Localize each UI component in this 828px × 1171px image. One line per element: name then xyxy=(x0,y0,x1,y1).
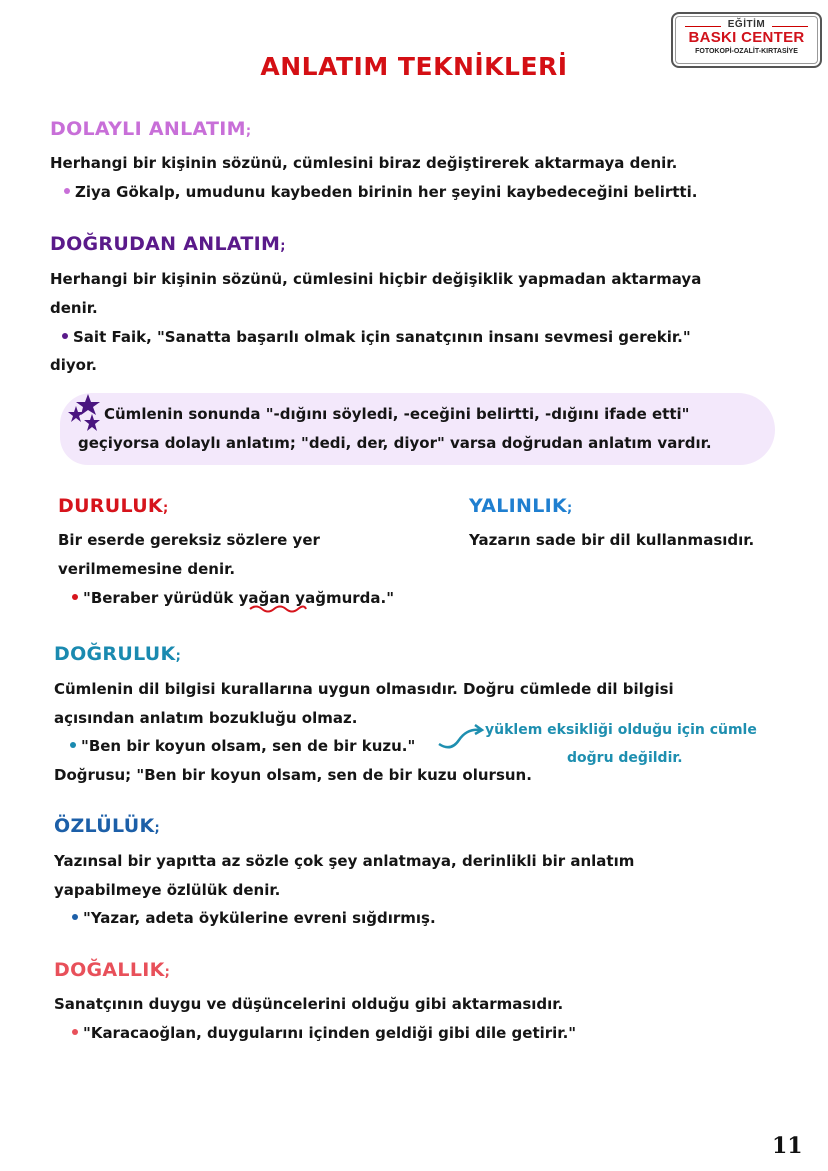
ozluluk-definition-line-1: Yazınsal bir yapıtta az sözle çok şey anlatmaya, derinlikli bir anlatım xyxy=(54,852,635,870)
heading-duruluk xyxy=(58,495,168,517)
heading-dogruluk xyxy=(54,643,181,665)
dogruluk-correct-form: Doğrusu; "Ben bir koyun olsam, sen de bir kuzu olursun. xyxy=(54,766,532,784)
heading-text: YALINLIK xyxy=(469,495,568,517)
page-title: ANLATIM TEKNİKLERİ xyxy=(260,52,568,81)
dogrudan-example-line-2: diyor. xyxy=(50,356,97,374)
example-text-pre: "Beraber yürüdük xyxy=(83,589,239,607)
heading-ozluluk xyxy=(54,815,160,837)
heading-suffix: ; xyxy=(280,239,286,254)
heading-suffix: ; xyxy=(164,965,171,980)
dogruluk-example xyxy=(70,733,415,759)
bullet-icon xyxy=(72,914,78,920)
yalinlik-definition: Yazarın sade bir dil kullanmasıdır. xyxy=(469,531,755,549)
heading-text: DOĞRULUK xyxy=(54,643,176,665)
heading-suffix: ; xyxy=(162,501,169,516)
example-text-post: yağmurda." xyxy=(290,589,395,607)
example-text: Ziya Gökalp, umudunu kaybeden birinin her şeyini kaybedeceğini belirtti. xyxy=(75,183,698,201)
bullet-icon xyxy=(64,188,70,194)
heading-suffix: ; xyxy=(245,124,252,139)
duruluk-definition-line-2: verilmemesine denir. xyxy=(58,560,236,578)
heading-text: DOLAYLI ANLATIM xyxy=(50,118,246,140)
dolayli-example xyxy=(64,179,697,205)
duruluk-definition-line-1: Bir eserde gereksiz sözlere yer xyxy=(58,531,320,549)
heading-text: DOĞALLIK xyxy=(54,959,165,981)
note-line-1: Cümlenin sonunda "-dığını söyledi, -eceğini belirtti, -dığını ifade etti" xyxy=(104,405,690,423)
heading-suffix: ; xyxy=(154,821,160,836)
logo-line-1: EĞİTİM xyxy=(673,19,820,30)
heading-yalinlik xyxy=(469,495,573,517)
ozluluk-definition-line-2: yapabilmeye özlülük denir. xyxy=(54,881,281,899)
heading-text: DURULUK xyxy=(58,495,163,517)
example-text: "Ben bir koyun olsam, sen de bir kuzu." xyxy=(81,737,416,755)
note-line-2: geçiyorsa dolaylı anlatım; "dedi, der, diyor" varsa doğrudan anlatım vardır. xyxy=(78,434,712,452)
example-text: "Karacaoğlan, duygularını içinden geldiği gibi dile getirir." xyxy=(83,1024,577,1042)
curved-arrow-icon xyxy=(437,722,485,752)
dogruluk-definition-line-2: açısından anlatım bozukluğu olmaz. xyxy=(54,709,358,727)
duruluk-example xyxy=(72,585,394,611)
bullet-icon xyxy=(72,594,78,600)
heading-dogrudan-anlatim xyxy=(50,233,286,255)
page-number: 11 xyxy=(772,1133,803,1159)
heading-text: DOĞRUDAN ANLATIM xyxy=(50,233,281,255)
dogallik-example xyxy=(72,1020,576,1046)
example-marked-word: yağan xyxy=(238,589,291,607)
heading-suffix: ; xyxy=(567,501,573,516)
example-text: "Yazar, adeta öykülerine evreni sığdırmış. xyxy=(83,909,436,927)
stars-icon xyxy=(66,392,106,434)
ozluluk-example xyxy=(72,905,436,931)
bullet-icon xyxy=(72,1029,78,1035)
squiggle-underline-icon xyxy=(248,604,308,614)
heading-dogallik xyxy=(54,959,170,981)
bullet-icon xyxy=(62,333,68,339)
example-text: Sait Faik, "Sanatta başarılı olmak için sanatçının insanı sevmesi gerekir." xyxy=(73,328,691,346)
dogallik-definition: Sanatçının duygu ve düşüncelerini olduğu gibi aktarmasıdır. xyxy=(54,995,564,1013)
dogrudan-example-line-1 xyxy=(62,324,691,350)
annotation-line-2: doğru değildir. xyxy=(567,750,683,766)
heading-text: ÖZLÜLÜK xyxy=(54,815,155,837)
bullet-icon xyxy=(70,742,76,748)
heading-dolayli-anlatim xyxy=(50,118,251,140)
dolayli-definition: Herhangi bir kişinin sözünü, cümlesini biraz değiştirerek aktarmaya denir. xyxy=(50,154,678,172)
annotation-line-1: yüklem eksikliği olduğu için cümle xyxy=(485,722,757,738)
logo-line-3: FOTOKOPİ-OZALİT-KIRTASİYE xyxy=(695,48,798,55)
logo-line-2: BASKI CENTER xyxy=(688,29,805,46)
dogrudan-definition-line-1: Herhangi bir kişinin sözünü, cümlesini hiçbir değişiklik yapmadan aktarmaya xyxy=(50,270,702,288)
heading-suffix: ; xyxy=(175,649,182,664)
dogruluk-definition-line-1: Cümlenin dil bilgisi kurallarına uygun olmasıdır. Doğru cümlede dil bilgisi xyxy=(54,680,674,698)
dogrudan-definition-line-2: denir. xyxy=(50,299,98,317)
